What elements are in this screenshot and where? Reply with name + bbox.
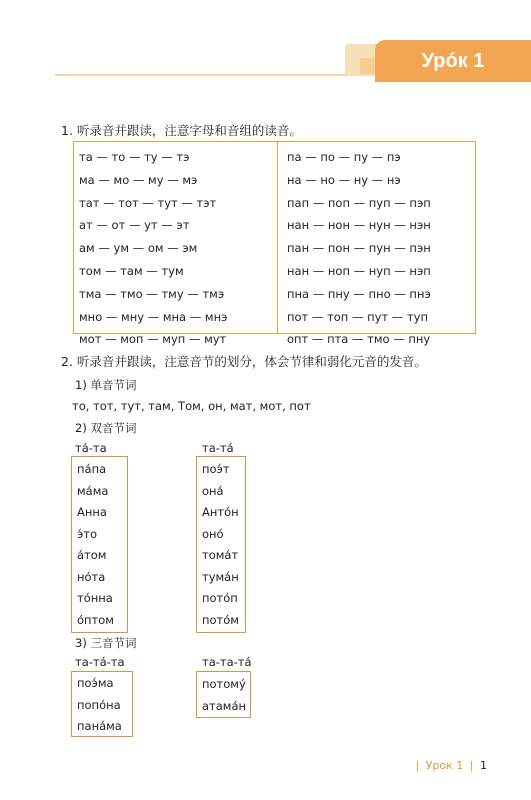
table-row: ат — от — ут — эт [79, 218, 190, 233]
syllable-table [73, 141, 476, 347]
table-row: нан — ноп — нуп — нэп [287, 263, 431, 278]
list-item: поэ́ма [77, 676, 114, 690]
monosyllable-label: 1) 单音节词 [75, 378, 137, 392]
list-item: попо́на [77, 697, 121, 712]
table-divider [277, 142, 278, 333]
exercise-2-heading: 2. 听录音并跟读，注意音节的划分，体会节律和弱化元音的发音。 [61, 354, 427, 369]
list-item: пото́м [202, 612, 239, 627]
list-item: пана́ма [77, 719, 122, 733]
list-item: атама́н [202, 698, 247, 713]
table-left-column [79, 146, 227, 351]
table-row: пап — поп — пуп — пэп [287, 195, 431, 210]
table-row: на — но — ну — нэ [287, 172, 401, 187]
page-number: 1 [480, 759, 487, 772]
list-item: потому́ [202, 677, 246, 691]
monosyllable-words: то, тот, тут, там, Том, он, мат, мот, пот [72, 399, 311, 413]
disyllable-box-b [196, 456, 246, 633]
disyllable-pattern-b: та-та́ [202, 441, 234, 455]
footer-separator: | [469, 759, 474, 772]
disyllable-box-a [71, 456, 128, 633]
list-item: тома́т [202, 548, 239, 562]
trisyllable-box-b [196, 671, 251, 718]
list-item: оно́ [202, 526, 224, 541]
page-footer [416, 759, 488, 772]
table-row: тма — тмо — тму — тмэ [79, 286, 225, 301]
table-row: нан — нон — нун — нэн [287, 218, 431, 233]
table-row: пот — топ — пут — туп [287, 309, 428, 324]
list-item: но́та [77, 569, 106, 584]
footer-lesson: Урок 1 [425, 759, 464, 772]
list-item: ма́ма [77, 483, 109, 498]
list-item: э́то [77, 526, 98, 541]
list-item: о́птом [77, 612, 114, 627]
list-item: Анна [77, 505, 107, 519]
list-item: а́том [77, 548, 107, 562]
list-item: па́па [77, 462, 107, 476]
list-item: поэ́т [202, 462, 230, 476]
list-item: то́нна [77, 591, 113, 605]
list-item: тума́н [202, 569, 239, 584]
exercise-1-heading: 1. 听录音并跟读，注意字母和音组的读音。 [61, 123, 302, 138]
lesson-tab [375, 40, 531, 82]
disyllable-label: 2) 双音节词 [75, 421, 137, 435]
table-row: мно — мну — мна — мнэ [79, 309, 228, 324]
table-right-column [287, 146, 431, 351]
table-row: ма — мо — му — мэ [79, 172, 198, 187]
table-row: том — там — тум [79, 263, 184, 278]
footer-separator: | [415, 759, 420, 772]
list-item: Анто́н [202, 505, 239, 519]
lesson-title: Урóк 1 [421, 49, 485, 72]
list-item: она́ [202, 483, 224, 498]
table-row: опт — пта — тмо — пну [287, 332, 431, 347]
list-item: пото́п [202, 591, 238, 605]
trisyllable-box-a [71, 671, 133, 737]
table-row: пна — пну — пно — пнэ [287, 286, 431, 301]
trisyllable-pattern-b: та-та-та́ [202, 655, 252, 669]
table-row: мот — моп — муп — мут [79, 332, 227, 347]
trisyllable-label: 3) 三音节词 [75, 636, 137, 650]
trisyllable-pattern-a: та-та́-та [75, 655, 125, 669]
disyllable-pattern-a: та́-та [75, 441, 107, 455]
table-row: па — по — пу — пэ [287, 150, 401, 164]
table-row: ам — ум — ом — эм [79, 241, 198, 256]
table-row: та — то — ту — тэ [79, 150, 190, 164]
table-row: тат — тот — тут — тэт [79, 195, 217, 210]
table-row: пан — пон — пун — пэн [287, 241, 431, 256]
